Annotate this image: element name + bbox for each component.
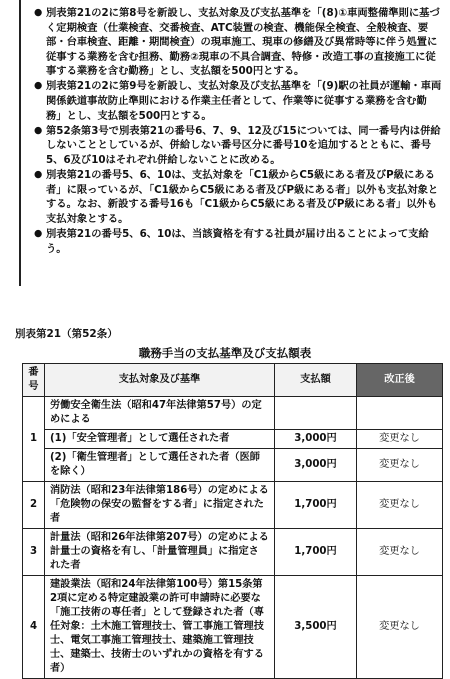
row-number: 2	[23, 482, 45, 529]
bullet-item: ● 第52条第3号で別表第21の番号6、7、9、12及び15については、同一番号内は併給しないこととしているが、併給しない番号区分に番号10を追加するとともに、番号5、6及び10はそれぞれ併給しないことに改める。	[34, 124, 442, 168]
row-amount: 3,000円	[275, 430, 357, 449]
table-row	[23, 529, 443, 576]
header-number: 番号	[23, 364, 45, 397]
table-header-row	[23, 364, 443, 397]
header-after-revision: 改正後	[357, 364, 443, 397]
table-row	[23, 449, 443, 482]
row-change: 変更なし	[357, 529, 443, 576]
amendment-bullet-list	[34, 6, 442, 257]
row-number: 1	[23, 397, 45, 482]
row-number: 3	[23, 529, 45, 576]
row-amount	[275, 397, 357, 430]
bullet-item: ● 別表第21の番号5、6、10は、当該資格を有する社員が届け出ることによって支給う。	[34, 227, 442, 256]
row-amount: 1,700円	[275, 482, 357, 529]
appendix-label: 別表第21（第52条）	[15, 328, 118, 340]
header-target: 支払対象及び基準	[45, 364, 275, 397]
row-change	[357, 397, 443, 430]
row-change: 変更なし	[357, 430, 443, 449]
table-title: 職務手当の支払基準及び支払額表	[138, 346, 312, 360]
allowance-table	[22, 363, 443, 679]
table-row	[23, 430, 443, 449]
left-margin-rule	[19, 0, 21, 286]
header-amount: 支払額	[275, 364, 357, 397]
row-description: 計量法（昭和26年法律第207号）の定めによる計量士の資格を有し、「計量管理員」に指定された者	[45, 529, 275, 576]
row-description: 労働安全衛生法（昭和47年法律第57号）の定めによる	[45, 397, 275, 430]
bullet-item: ● 別表第21の2に第9号を新設し、支払対象及び支払基準を「(9)駅の社員が運輸・車両関係鉄道事故防止準則における作業主任者として、作業等に従事する業務を含む勤務」とし、支払額を500円とする。	[34, 79, 442, 123]
row-number: 4	[23, 576, 45, 679]
row-description: (1)「安全管理者」として選任された者	[45, 430, 275, 449]
row-change: 変更なし	[357, 449, 443, 482]
row-change: 変更なし	[357, 576, 443, 679]
row-change: 変更なし	[357, 482, 443, 529]
row-amount: 1,700円	[275, 529, 357, 576]
table-row	[23, 397, 443, 430]
row-description: (2)「衛生管理者」として選任された者（医師を除く）	[45, 449, 275, 482]
row-amount: 3,000円	[275, 449, 357, 482]
row-description: 消防法（昭和23年法律第186号）の定めによる「危険物の保安の監督をする者」に指定された者	[45, 482, 275, 529]
row-description: 建設業法（昭和24年法律第100号）第15条第2項に定める特定建設業の許可申請時に必要な「施工技術の専任者」として登録された者（専任対象：土木施工管理技士、管工事施工管理技士、電気工事施工管理技士、建築施工管理技士、建築士、技術士のいずれかの資格を有する者）	[45, 576, 275, 679]
row-amount: 3,500円	[275, 576, 357, 679]
table-row	[23, 576, 443, 679]
bullet-item: ● 別表第21の2に第8号を新設し、支払対象及び支払基準を「(8)①車両整備準則に基づく定期検査（仕業検査、交番検査、ATC装置の検査、機能保全検査、全般検査、要部・台車検査、距離・期間検査）の現車施工、現車の修繕及び異常時等に伴う処置に従事する業務を含む担務、勤務②現車の不具合調査、特修・改造工事の直接施工に従事する業務を含む勤務」とし、支払額を500円とする。	[34, 6, 442, 79]
bullet-item: ● 別表第21の番号5、6、10は、支払対象を「C1級からC5級にある者及びP級にある者」に限っているが、「C1級からC5級にある者及びP級にある者」以外も支払対象とする。なお、新設する番号16も「C1級からC5級にある者及びP級にある者」以外も支払対象とする。	[34, 168, 442, 226]
table-row	[23, 482, 443, 529]
